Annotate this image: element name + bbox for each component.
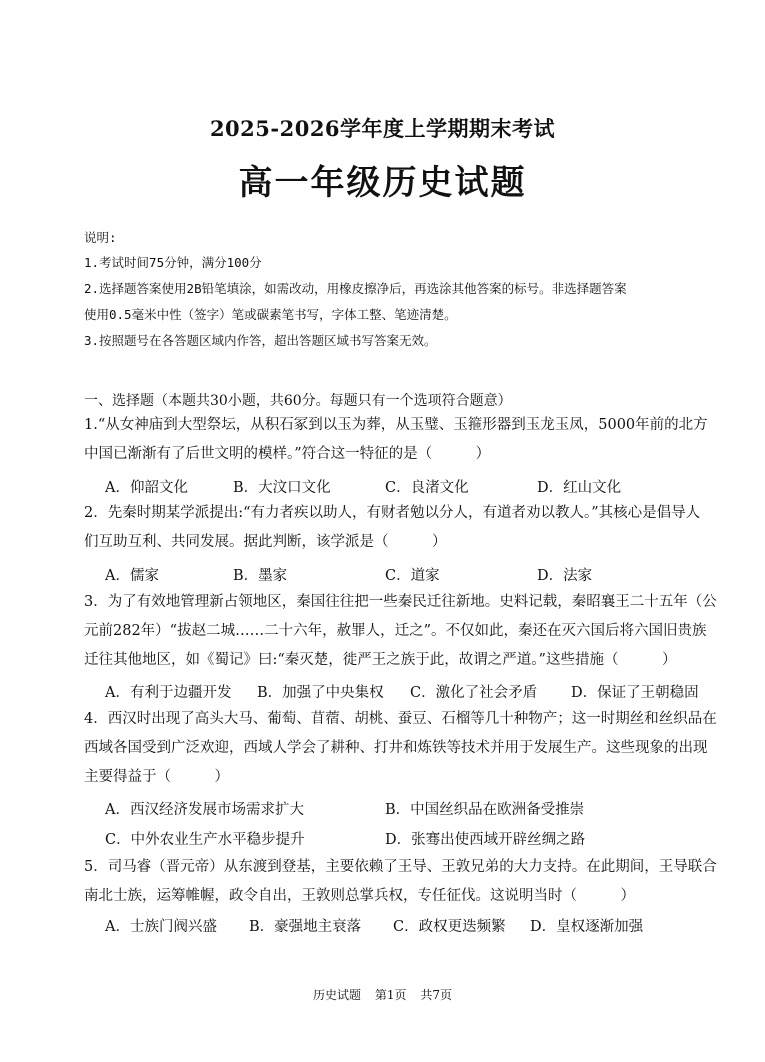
option-d: D．红山文化 <box>537 480 622 496</box>
question-line: 5．司马睿（晋元帝）从东渡到登基，主要依赖了王导、王敦兄弟的大力支持。在此期间，王导联合 <box>84 859 717 875</box>
option-b: B．大汶口文化 <box>233 480 331 496</box>
option-a: A．儒家 <box>105 568 159 584</box>
option-d: D．皇权逐渐加强 <box>530 919 644 935</box>
option-d: D．保证了王朝稳固 <box>571 685 699 701</box>
option-b: B．中国丝织品在欧洲备受推崇 <box>385 802 585 818</box>
subject-title: 高一年级历史试题 <box>238 163 527 203</box>
page-footer <box>0 986 765 1003</box>
question-line: 2．先秦时期某学派提出:“有力者疾以助人，有财者勉以分人，有道者劝以教人。”其核心是倡导人 <box>84 505 701 521</box>
instructions-heading: 说明: <box>84 230 117 245</box>
option-c: C．中外农业生产水平稳步提升 <box>105 832 305 848</box>
question-line: 们互助互利、共同发展。据此判断，该学派是（ ） <box>84 534 447 550</box>
footer-page-number: 第1页 <box>374 988 407 1002</box>
exam-title: 2025-2026学年度上学期期末考试 <box>209 116 556 141</box>
footer-subject: 历史试题 <box>313 988 362 1002</box>
question-line: 中国已渐渐有了后世文明的模样。”符合这一特征的是（ ） <box>84 446 491 462</box>
option-b: B．豪强地主衰落 <box>249 919 362 935</box>
section-title: 一、选择题（本题共30小题，共60分。每题只有一个选项符合题意） <box>84 393 512 409</box>
option-a: A．仰韶文化 <box>105 480 188 496</box>
option-b: B．墨家 <box>233 568 288 584</box>
instruction-line: 1.考试时间75分钟，满分100分 <box>84 255 262 270</box>
option-c: C．激化了社会矛盾 <box>410 685 538 701</box>
question-line: 西域各国受到广泛欢迎，西域人学会了耕种、打井和炼铁等技术并用于发展生产。这些现象的出现 <box>84 740 708 756</box>
question-line: 元前282年）“拔赵二城……二十六年，赦罪人，迁之”。不仅如此，秦还在灭六国后将六国旧贵族 <box>84 623 707 639</box>
option-c: C．政权更迭频繁 <box>393 919 506 935</box>
question-line: 南北士族，运筹帷幄，政令自出，王敦则总掌兵权，专任征伐。这说明当时（ ） <box>84 888 635 904</box>
option-c: C．良渚文化 <box>385 480 469 496</box>
question-line: 迁往其他地区，如《蜀记》曰:“秦灭楚，徙严王之族于此，故谓之严道。”这些措施（ ） <box>84 652 677 668</box>
question-line: 4．西汉时出现了高头大马、葡萄、苜蓿、胡桃、蚕豆、石榴等几十种物产；这一时期丝和丝织品在 <box>84 711 717 727</box>
option-a: A．士族门阀兴盛 <box>105 919 217 935</box>
question-line: 3．为了有效地管理新占领地区，秦国往往把一些秦民迁往新地。史料记载，秦昭襄王二十五年（公 <box>84 594 717 610</box>
option-a: A．西汉经济发展市场需求扩大 <box>105 802 304 818</box>
option-d: D．法家 <box>537 568 593 584</box>
option-a: A．有利于边疆开发 <box>105 685 232 701</box>
option-b: B．加强了中央集权 <box>257 685 384 701</box>
instruction-line: 使用0.5毫米中性（签字）笔或碳素笔书写，字体工整、笔迹清楚。 <box>84 307 457 322</box>
question-line: 1.“从女神庙到大型祭坛，从积石冢到以玉为葬，从玉璧、玉箍形器到玉龙玉凤，5000年前的北方 <box>84 417 708 433</box>
instruction-line: 2.选择题答案使用2B铅笔填涂，如需改动，用橡皮擦净后，再选涂其他答案的标号。非选择题答案 <box>84 281 627 296</box>
option-c: C．道家 <box>385 568 440 584</box>
instruction-line: 3.按照题号在各答题区域内作答，超出答题区域书写答案无效。 <box>84 333 437 348</box>
option-d: D．张骞出使西域开辟丝绸之路 <box>385 832 586 848</box>
footer-total-pages: 共7页 <box>420 988 452 1002</box>
question-line: 主要得益于（ ） <box>84 769 229 785</box>
